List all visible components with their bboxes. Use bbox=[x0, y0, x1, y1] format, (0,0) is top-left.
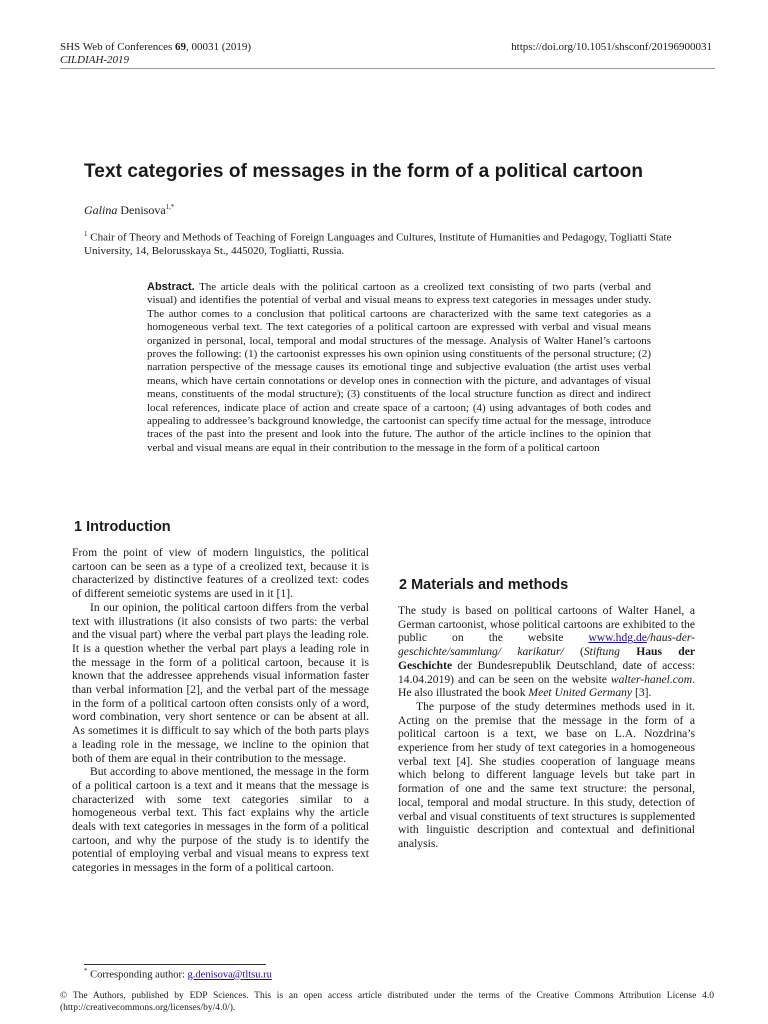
intro-paragraph-1: From the point of view of modern linguistics, the political cartoon can be seen as a type of a creolized text, because it is characterized by distinctive features of a creolized text: codes of different semeiotic systems are used in it [1]. bbox=[72, 546, 369, 601]
abstract-text: The article deals with the political cartoon as a creolized text consisting of two parts (verbal and visual) and identifies the potential of verbal and visual means to express text categories in messages under study. The author comes to a conclusion that political cartoons are characterized with the same text categories as a homogeneous verbal text. The text categories of a political cartoon are expressed with verbal and visual means organized in personal, local, temporal and modal structures of the message. Analysis of Walter Hanel’s cartoons proves the following: (1) the cartoonist expresses his own opinion using constituents of the personal structure; (2) narration perspective of the message causes its emotional tinge and subjective evaluation (the artist uses verbal means, which have certain connotations or develop ones in connection with the picture, and advantages of visual means, constituents of the modal structure); (3) constituents of the local structure function as direct and indirect local references, indicate place of action and create space of a cartoon; (4) using advantages of both codes and appealing to addressee’s background knowledge, the cartoonist can specify time actual for the message, introduce traces of the past into the present and look into the future. The author of the article inclines to the opinion that verbal and visual means are equal in their contribution to the message in the form of a political cartoon bbox=[147, 281, 651, 454]
methods-text-c: Stiftung bbox=[583, 645, 620, 659]
methods-text-g: . He also illustrated the book bbox=[398, 672, 695, 700]
walter-hanel-site: walter-hanel.com bbox=[610, 672, 693, 686]
book-title: Meet United Germany bbox=[528, 686, 633, 700]
right-column bbox=[398, 604, 695, 851]
license-notice: © The Authors, published by EDP Sciences. This is an open access article distributed under the terms of the Creative Commons Attribution License 4.0 (http://creativecommons.org/licenses/by/4.0/). bbox=[60, 991, 714, 1013]
intro-paragraph-3: But according to above mentioned, the message in the form of a political cartoon is a text and it means that the message is characterized with some text categories similar to a homogeneous verbal text. This fact explains why the article deals with text categories in messages in the form of a political cartoon, and why the purpose of the study is to identify the potential of employing verbal and visual means to express text categories in messages in the form of a political cartoon. bbox=[72, 765, 369, 875]
methods-text-a: The study is based on political cartoons of Walter Hanel, a German cartoonist, whose political cartoons are exhibited to the public on the website bbox=[398, 604, 695, 645]
methods-paragraph-1 bbox=[398, 604, 695, 700]
hdg-website-link[interactable]: www.hdg.de bbox=[588, 631, 647, 645]
hdg-website-path: /haus-der-geschichte/sammlung/ karikatur/ bbox=[398, 631, 695, 659]
author-line bbox=[84, 203, 174, 218]
journal-name: SHS Web of Conferences bbox=[60, 41, 176, 53]
header-rule bbox=[60, 68, 715, 69]
left-column bbox=[72, 546, 369, 875]
email-link[interactable]: g.denisova@tltsu.ru bbox=[187, 969, 272, 981]
methods-text-i: [3]. bbox=[632, 686, 652, 700]
section-heading-introduction: 1 Introduction bbox=[74, 519, 171, 535]
author-given-name: Galina bbox=[84, 203, 118, 217]
author-family-name: Denisova bbox=[117, 203, 166, 217]
journal-article: , 00031 (2019) bbox=[186, 41, 252, 53]
footnote-label: Corresponding author: bbox=[87, 969, 188, 981]
paper-title: Text categories of messages in the form of a political cartoon bbox=[84, 161, 644, 182]
conference-name bbox=[60, 53, 129, 68]
journal-volume: 69 bbox=[175, 41, 187, 53]
methods-text-d: Haus der Geschichte bbox=[398, 645, 695, 672]
methods-paragraph-2: The purpose of the study determines methods used in it. Acting on the premise that the message in the form of a political cartoon is a text, we base on L.A. Nozdrina’s experience from her study of text categories in a homogeneous verbal text [4]. She studies cooperation of language means which belong to different language levels but take part in formation of one and the same text structure: the personal, local, temporal and modal structure. In this study, detection of verbal and visual constituents of text structures is supplemented with linguistic description and contextual and definitional analysis. bbox=[398, 699, 695, 850]
affiliation bbox=[84, 228, 712, 258]
intro-paragraph-2: In our opinion, the political cartoon differs from the verbal text with illustrations (it also consists of two parts: the verbal and the visual part) where the verbal part plays the leading role. It is a question whether the verbal part plays a leading role in the message in the form of a political cartoon, because it is known that the addressee apprehends visual information faster than verbal information [2], and the verbal part of the message in the form of a political cartoon often consists only of a word, word combination, very short sentence or can be absent at all. As sometimes it is difficult to say which of the both parts plays a leading role in the message, we incline to the opinion that both of them are equal in their contribution to the message. bbox=[72, 600, 369, 765]
section-heading-materials: 2 Materials and methods bbox=[399, 577, 569, 593]
affiliation-text: Chair of Theory and Methods of Teaching of Foreign Languages and Cultures, Institute of Humanities and Pedagogy, Togliatti State University, 14, Belorusskaya St., 445020, Togliatti, Russia. bbox=[84, 231, 672, 257]
abstract bbox=[147, 281, 651, 455]
footnote-mark: * bbox=[84, 967, 88, 975]
doi-link[interactable]: https://doi.org/10.1051/shsconf/20196900031 bbox=[511, 41, 712, 53]
methods-text-e: der Bundesrepublik Deutschland, date of access: 14.04.2019) and can be seen on the website bbox=[398, 658, 695, 686]
methods-text-b: ( bbox=[563, 645, 584, 659]
author-mark: 1,* bbox=[165, 203, 175, 211]
conference-label: CILDIAH-2019 bbox=[60, 54, 130, 66]
abstract-label: Abstract. bbox=[147, 281, 195, 293]
footnote-rule bbox=[84, 964, 266, 965]
affiliation-mark: 1 bbox=[84, 230, 88, 238]
footnote bbox=[84, 967, 272, 981]
